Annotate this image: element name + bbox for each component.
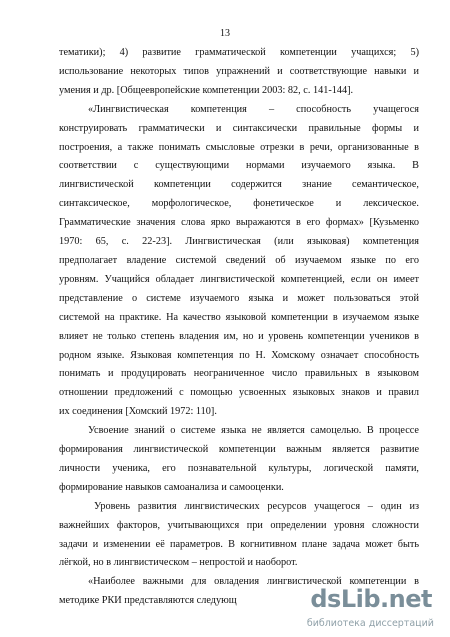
text-line: формирование навыков самоанализа и самооценки. <box>59 481 284 493</box>
body-text <box>59 44 419 611</box>
text-line: Усвоение знаний о системе языка не является самоцелью. В процессе <box>88 425 419 437</box>
text-line: влияет не только степень владения им, но и уровень компетенции учеников в <box>59 330 419 342</box>
text-line: лёгкой, но в лингвистическом – непростой и наоборот. <box>59 557 298 569</box>
text-line: понимать и продуцировать неограниченное число правильных в языковом <box>59 368 419 380</box>
text-line: Грамматические значения слова ярко выражаются в его формах» [Кузьменко <box>59 217 419 229</box>
watermark-logo: dsLib.net <box>310 585 432 613</box>
watermark-caption: библиотека диссертаций <box>306 618 434 629</box>
text-line: тематики); 4) развитие грамматической компетенции учащихся; 5) <box>59 47 419 58</box>
text-line: умения и др. [Общеевропейские компетенции 2003: 82, с. 141-144]. <box>59 84 354 96</box>
text-line: уровням. Учащийся обладает лингвистической компетенцией, если он имеет <box>59 273 419 285</box>
text-line: 1970: 65, с. 22-23]. Лингвистическая (или языковая) компетенция <box>59 236 419 248</box>
text-line: использование некоторых типов упражнений и соответствующие навыки и <box>59 65 419 77</box>
text-line: методике РКИ представляются следующ <box>59 595 237 607</box>
text-line: соответствии с существующими нормами изучаемого языка. В <box>59 160 419 172</box>
page-number: 13 <box>220 28 230 39</box>
text-line: важнейших факторов, учитывающихся при определении уровня сложности <box>59 519 419 531</box>
text-line: «Лингвистическая компетенция – способность учащегося <box>88 103 419 115</box>
text-line: системой на практике. На качество языковой компетенции в изучаемом языке <box>59 311 419 323</box>
text-line: лингвистической компетенции содержится знание семантическое, <box>59 179 419 191</box>
text-line: предполагает владение системой сведений об изучаемом языке по его <box>59 254 419 266</box>
text-line: их соединения [Хомский 1972: 110]. <box>59 406 217 418</box>
text-line: представление о системе изучаемого языка и может пользоваться этой <box>59 292 419 304</box>
text-line: построения, а также понимать смысловые отрезки в речи, организованные в <box>59 141 419 153</box>
text-line: личности ученика, его познавательной культуры, логической памяти, <box>59 462 419 474</box>
text-line: задачи и изменении её параметров. В когнитивном плане задача может быть <box>59 538 419 550</box>
text-line: «Наиболее важными для овладения лингвистической компетенции в <box>88 576 419 588</box>
watermark <box>306 585 436 629</box>
text-line: конструировать грамматически и синтаксически правильные формы и <box>59 122 419 134</box>
text-line: синтаксическое, морфологическое, фонетическое и лексическое. <box>59 198 419 210</box>
text-line: формирования лингвистической компетенции важным является развитие <box>59 444 419 456</box>
text-line: Уровень развития лингвистических ресурсов учащегося – один из <box>94 500 419 512</box>
text-line: родном языке. Языковая компетенция по Н. Хомскому означает способность <box>59 349 419 361</box>
text-line: отношении предложений с помощью усвоенных языковых знаков и правил <box>59 387 419 399</box>
